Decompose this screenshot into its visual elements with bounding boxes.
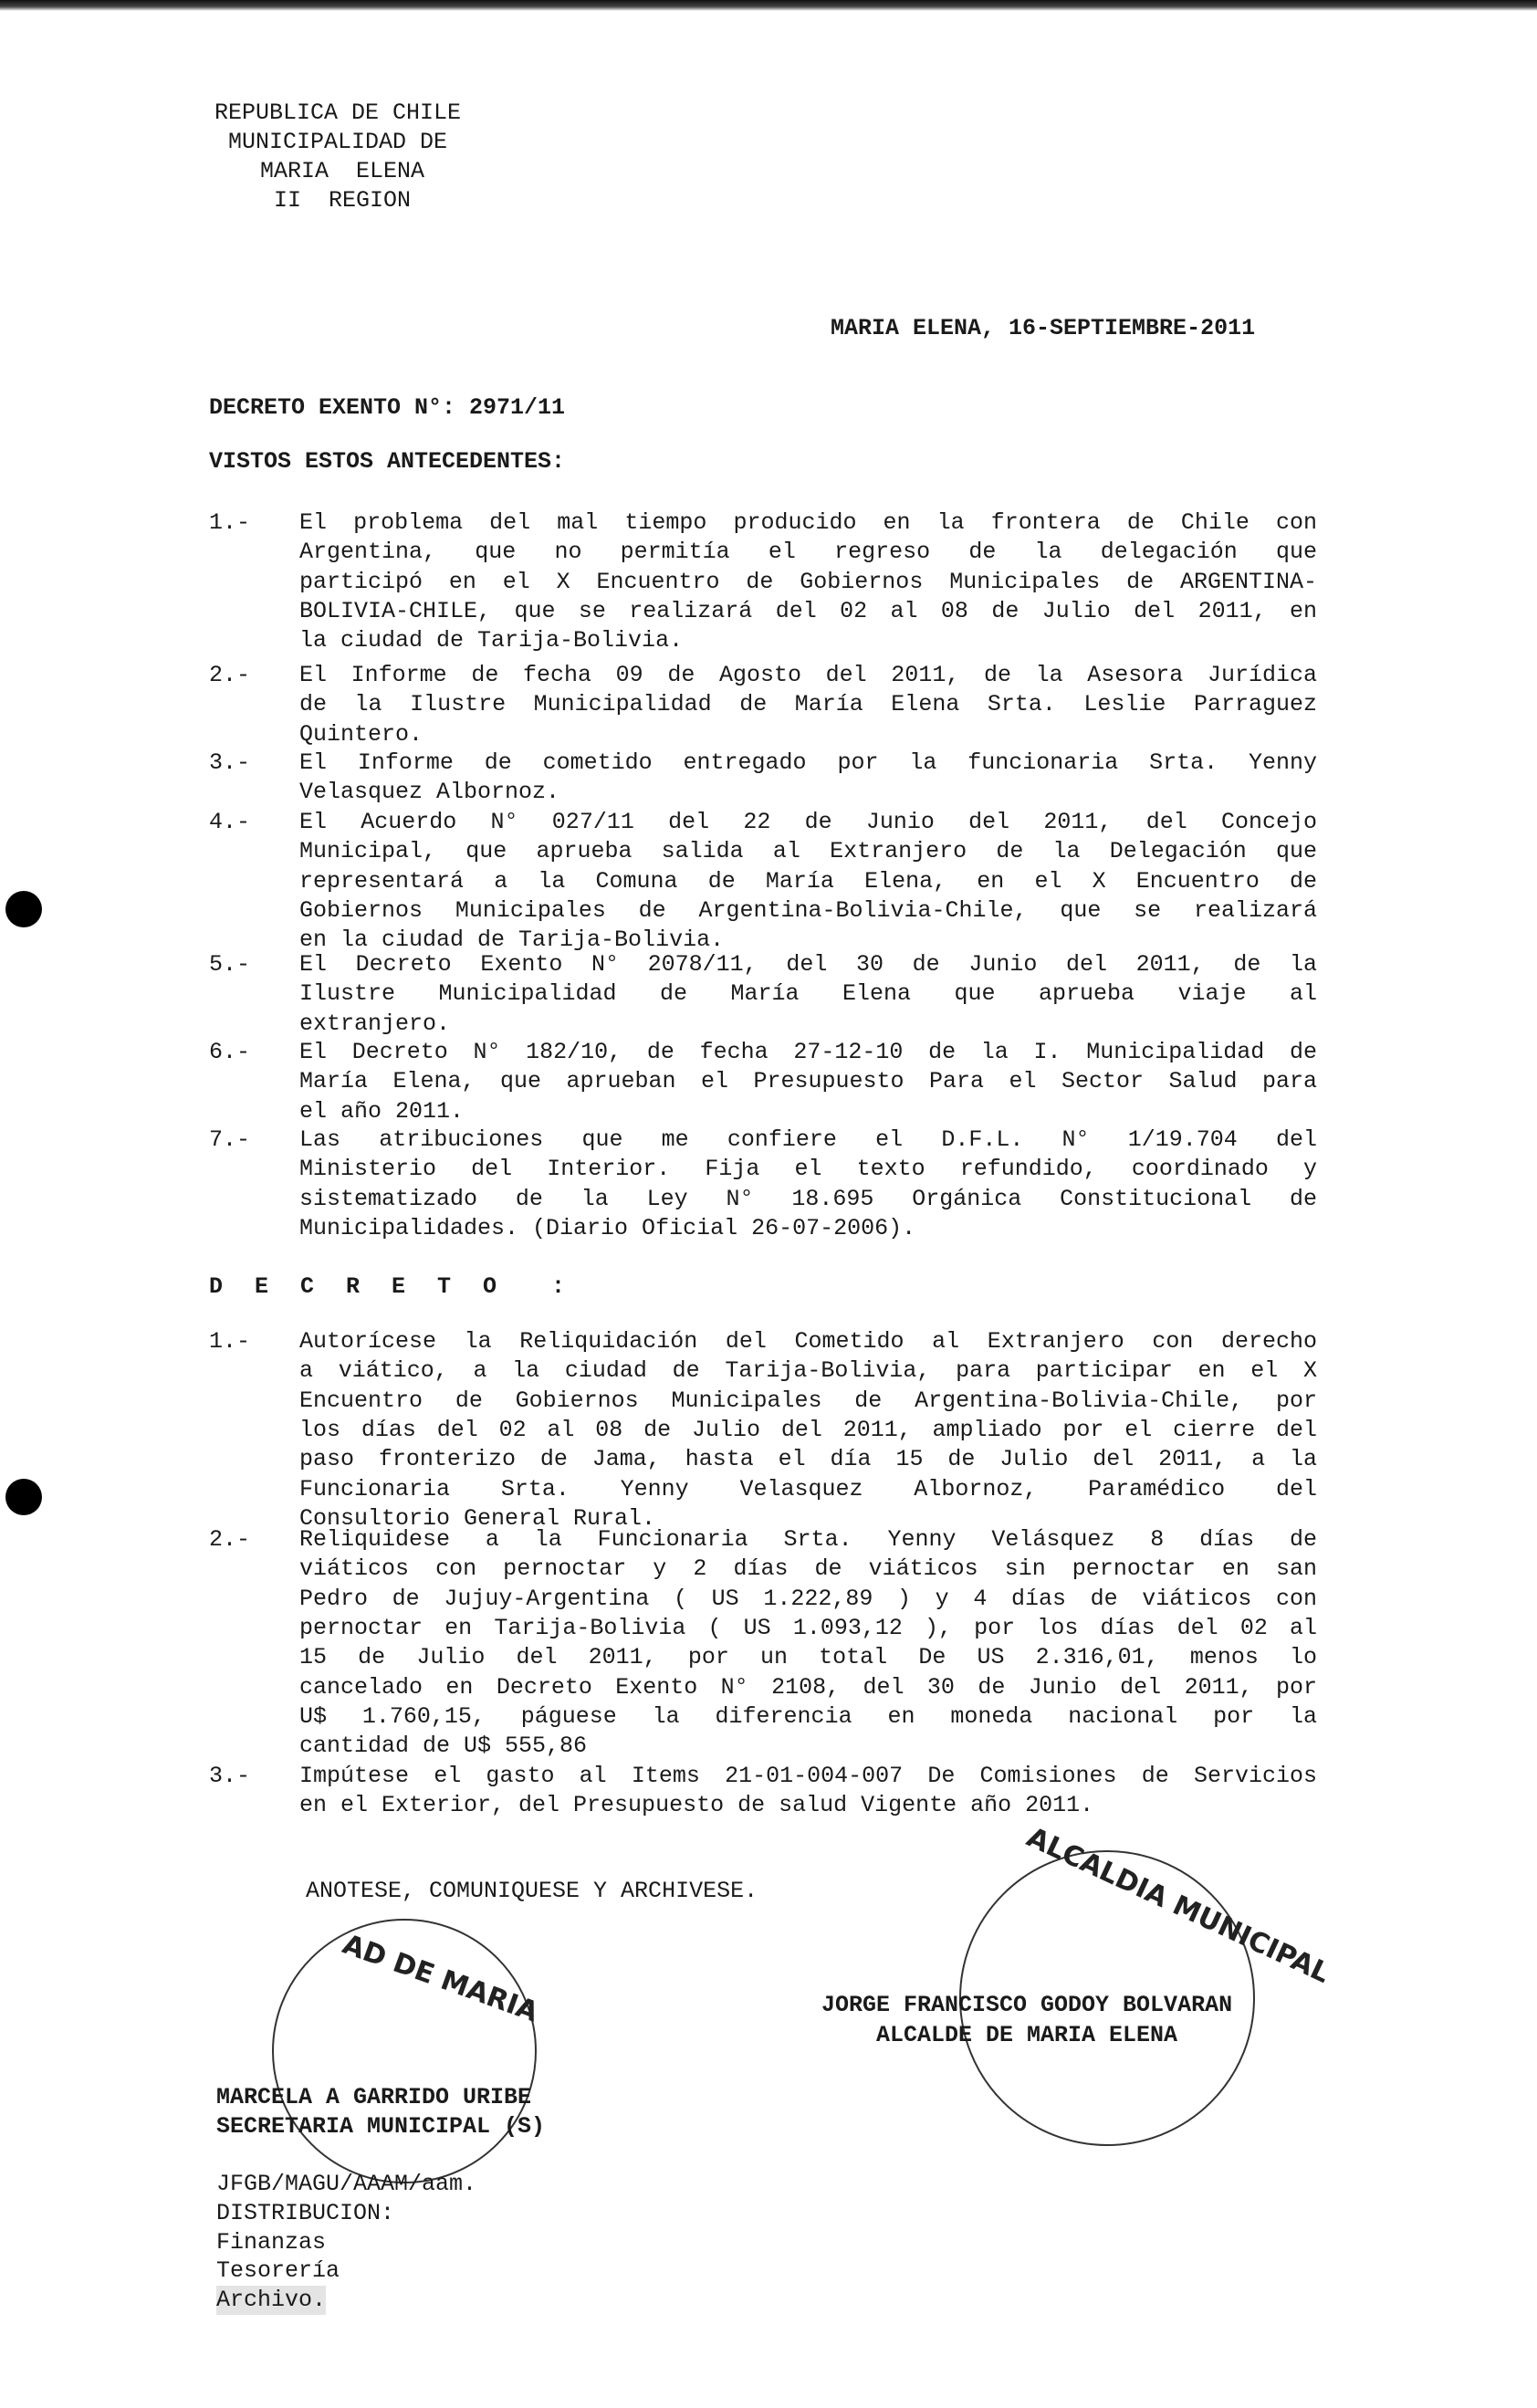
item-text-line: 15 de Julio del 2011, por un total De US 2.316,01, menos lo [299, 1644, 1317, 1671]
item-text-line: Velasquez Albornoz. [299, 779, 560, 806]
distribution-label: DISTRIBUCION: [216, 2200, 395, 2226]
distribution-item: Finanzas [216, 2229, 327, 2256]
item-number: 1.- [209, 509, 251, 536]
item-text-line: Funcionaria Srta. Yenny Velasquez Albornoz, Paramédico del [299, 1475, 1317, 1502]
item-text-line: El Informe de cometido entregado por la funcionaria Srta. Yenny [299, 749, 1317, 776]
item-text-line: cancelado en Decreto Exento N° 2108, del 30 de Junio del 2011, por [299, 1673, 1317, 1701]
closing-formula: ANOTESE, COMUNIQUESE Y ARCHIVESE. [306, 1878, 758, 1904]
distribution-item: Archivo. [216, 2287, 327, 2313]
secretary-stamp-text: AD DE MARIA [338, 1928, 543, 2029]
item-text-line: Encuentro de Gobiernos Municipales de Argentina-Bolivia-Chile, por [299, 1387, 1317, 1414]
item-text-line: participó en el X Encuentro de Gobiernos Municipales de ARGENTINA- [299, 568, 1317, 595]
mayor-name: JORGE FRANCISCO GODOY BOLVARAN [821, 1992, 1233, 2018]
item-number: 4.- [209, 809, 251, 835]
item-number: 1.- [209, 1328, 251, 1355]
secretary-name: MARCELA A GARRIDO URIBE [216, 2084, 532, 2110]
item-text-line: Reliquidese a la Funcionaria Srta. Yenny Velásquez 8 días de [299, 1526, 1317, 1553]
mayor-title: ALCALDE DE MARIA ELENA [876, 2022, 1178, 2048]
distribution-item: Tesorería [216, 2257, 340, 2284]
item-text-line: Impútese el gasto al Items 21-01-004-007 De Comisiones de Servicios [299, 1763, 1317, 1789]
letterhead-line: MUNICIPALIDAD DE [228, 129, 448, 155]
item-text-line: Municipal, que aprueba salida al Extranjero de la Delegación que [299, 838, 1317, 865]
item-text-line: Quintero. [299, 720, 423, 748]
item-text-line: pernoctar en Tarija-Bolivia ( US 1.093,12 ), por los días del 02 al [299, 1614, 1317, 1641]
letterhead-line: MARIA ELENA [260, 158, 425, 184]
item-text-line: El Acuerdo N° 027/11 del 22 de Junio del 2011, del Concejo [299, 809, 1317, 835]
item-text-line: El problema del mal tiempo producido en la frontera de Chile con [299, 509, 1317, 536]
item-text-line: BOLIVIA-CHILE, que se realizará del 02 al 08 de Julio del 2011, en [299, 597, 1317, 624]
item-number: 2.- [209, 662, 251, 688]
item-text-line: Autorícese la Reliquidación del Cometido al Extranjero con derecho [299, 1328, 1317, 1355]
item-text-line: viáticos con pernoctar y 2 días de viáticos sin pernoctar en san [299, 1555, 1317, 1583]
item-number: 3.- [209, 1763, 251, 1789]
item-text-line: Municipalidades. (Diario Oficial 26-07-2006). [299, 1214, 916, 1241]
item-text-line: de la Ilustre Municipalidad de María Elena Srta. Leslie Parraguez [299, 691, 1317, 718]
item-text-line: extranjero. [299, 1010, 451, 1037]
decree-number: DECRETO EXENTO N°: 2971/11 [209, 394, 566, 421]
punch-hole [5, 1479, 42, 1515]
letterhead-line: II REGION [274, 187, 412, 214]
item-text-line: sistematizado de la Ley N° 18.695 Orgánica Constitucional de [299, 1185, 1317, 1212]
item-text-line: El Decreto N° 182/10, de fecha 27-12-10 de la I. Municipalidad de [299, 1039, 1317, 1065]
item-text-line: en el Exterior, del Presupuesto de salud Vigente año 2011. [299, 1792, 1094, 1819]
letterhead-line: REPUBLICA DE CHILE [214, 99, 462, 126]
item-number: 7.- [209, 1126, 251, 1153]
item-number: 3.- [209, 749, 251, 776]
item-text-line: María Elena, que aprueban el Presupuesto Para el Sector Salud para [299, 1068, 1317, 1095]
scan-edge [0, 0, 1537, 11]
item-text-line: Pedro de Jujuy-Argentina ( US 1.222,89 ) y 4 días de viáticos con [299, 1585, 1317, 1612]
item-text-line: en la ciudad de Tarija-Bolivia. [299, 927, 725, 954]
item-text-line: Las atribuciones que me confiere el D.F.L. N° 1/19.704 del [299, 1126, 1317, 1153]
item-number: 2.- [209, 1526, 251, 1553]
initials: JFGB/MAGU/AAAM/aam. [216, 2171, 477, 2197]
item-text-line: Argentina, que no permitía el regreso de la delegación que [299, 539, 1317, 566]
item-text-line: Ministerio del Interior. Fija el texto refundido, coordinado y [299, 1156, 1317, 1183]
item-text-line: Consultorio General Rural. [299, 1504, 656, 1532]
vistos-heading: VISTOS ESTOS ANTECEDENTES: [209, 448, 566, 475]
item-text-line: cantidad de U$ 555,86 [299, 1733, 588, 1760]
item-text-line: representará a la Comuna de María Elena, en el X Encuentro de [299, 867, 1317, 895]
secretary-title: SECRETARIA MUNICIPAL (S) [216, 2113, 546, 2140]
item-text-line: el año 2011. [299, 1097, 465, 1125]
punch-hole [5, 891, 42, 927]
mayor-stamp-text: ALCALDIA MUNICIPAL [1021, 1821, 1335, 1990]
item-number: 5.- [209, 951, 251, 978]
date-line: MARIA ELENA, 16-SEPTIEMBRE-2011 [831, 315, 1256, 341]
decreto-heading: D E C R E T O : [209, 1273, 575, 1300]
item-text-line: los días del 02 al 08 de Julio del 2011, ampliado por el cierre del [299, 1416, 1317, 1443]
item-text-line: a viático, a la ciudad de Tarija-Bolivia, para participar en el X [299, 1357, 1317, 1385]
item-text-line: Gobiernos Municipales de Argentina-Bolivia-Chile, que se realizará [299, 896, 1317, 924]
item-text-line: El Decreto Exento N° 2078/11, del 30 de Junio del 2011, de la [299, 951, 1317, 978]
item-text-line: la ciudad de Tarija-Bolivia. [299, 627, 684, 654]
item-number: 6.- [209, 1039, 251, 1065]
item-text-line: El Informe de fecha 09 de Agosto del 2011, de la Asesora Jurídica [299, 662, 1317, 688]
item-text-line: Ilustre Municipalidad de María Elena que aprueba viaje al [299, 980, 1317, 1008]
item-text-line: U$ 1.760,15, páguese la diferencia en moneda nacional por la [299, 1702, 1317, 1730]
item-text-line: paso fronterizo de Jama, hasta el día 15 de Julio del 2011, a la [299, 1446, 1317, 1473]
